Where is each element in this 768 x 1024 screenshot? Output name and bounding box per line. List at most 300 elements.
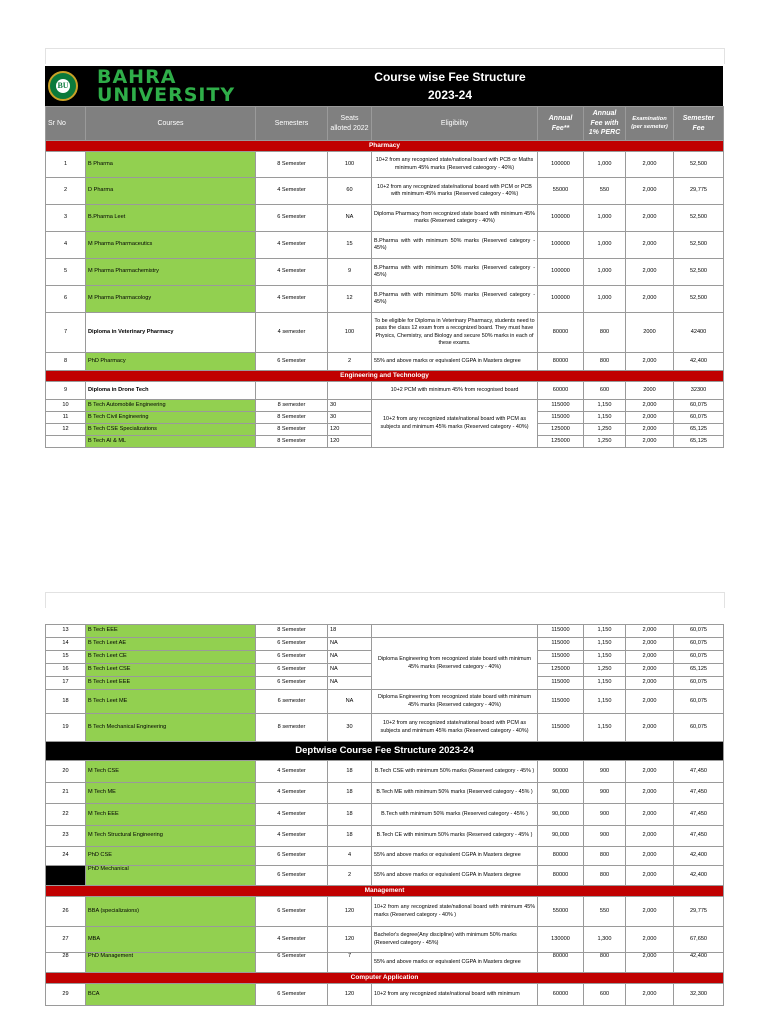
table-row: [46, 826, 724, 847]
exam-fee: 2,000: [626, 424, 674, 436]
course-name: M Tech CSE: [86, 761, 256, 783]
course-name: M Tech ME: [86, 783, 256, 804]
semester-fee: 60,075: [674, 412, 724, 424]
table-row: [46, 714, 724, 742]
course-name: B Tech EEE: [86, 625, 256, 638]
semester-fee: 60,075: [674, 714, 724, 742]
semester-fee: 65,125: [674, 424, 724, 436]
annual-fee: 115000: [538, 714, 584, 742]
title-text: Course wise Fee Structure: [374, 70, 526, 84]
seats: NA: [328, 690, 372, 714]
annual-fee-perc: 900: [584, 826, 626, 847]
deptwise-heading-row: [46, 742, 724, 761]
eligibility: To be eligible for Diploma in Veterinary Pharmacy, students need to pass the class 12 exam from a recognized board. They must have Physics, Chemistry, and Biology and secure 50% marks in each of these exams.: [372, 313, 538, 353]
semesters: 8 Semester: [256, 152, 328, 178]
semester-fee: 47,450: [674, 783, 724, 804]
sr-no: 6: [46, 286, 86, 313]
exam-fee: 2,000: [626, 651, 674, 664]
seats: NA: [328, 205, 372, 232]
semester-fee: 65,125: [674, 664, 724, 677]
seats: 100: [328, 313, 372, 353]
annual-fee-perc: 1,000: [584, 259, 626, 286]
annual-fee: 80000: [538, 847, 584, 866]
semesters: 8 Semester: [256, 436, 328, 448]
semester-fee: 60,075: [674, 677, 724, 690]
semester-fee: 47,450: [674, 761, 724, 783]
exam-fee: 2,000: [626, 232, 674, 259]
semesters: 6 Semester: [256, 866, 328, 886]
semester-fee: 47,450: [674, 804, 724, 826]
header-banner: [45, 66, 723, 106]
eligibility: 10+2 PCM with minimum 45% from recognised board: [372, 382, 538, 400]
sr-no: 5: [46, 259, 86, 286]
table-row: [46, 259, 724, 286]
annual-fee-perc: 800: [584, 353, 626, 371]
annual-fee: 90,000: [538, 826, 584, 847]
exam-fee: 2,000: [626, 353, 674, 371]
eligibility-blank: [372, 625, 538, 638]
seats: 30: [328, 412, 372, 424]
semester-fee: 29,775: [674, 897, 724, 927]
course-name: PhD Pharmacy: [86, 353, 256, 371]
exam-fee: 2,000: [626, 847, 674, 866]
annual-fee-perc: 800: [584, 847, 626, 866]
course-name: BBA (specializaions): [86, 897, 256, 927]
semester-fee: 67,650: [674, 927, 724, 953]
annual-fee-perc: 1,000: [584, 286, 626, 313]
semesters: 4 semester: [256, 313, 328, 353]
semesters: 4 Semester: [256, 927, 328, 953]
semesters: 8 semester: [256, 400, 328, 412]
seats: 15: [328, 232, 372, 259]
sr-no: 3: [46, 205, 86, 232]
seats: 2: [328, 866, 372, 886]
annual-fee: 90000: [538, 761, 584, 783]
eligibility: B.Pharma with with minimum 50% marks (Reserved category - 45%): [372, 286, 538, 313]
semesters: 8 Semester: [256, 625, 328, 638]
table-row: [46, 897, 724, 927]
university-logo: [48, 71, 78, 101]
exam-fee: 2,000: [626, 866, 674, 886]
exam-fee: 2000: [626, 382, 674, 400]
annual-fee-perc: 600: [584, 984, 626, 1006]
document-title: [345, 68, 555, 104]
university-name-line1: BAHRA: [97, 66, 177, 88]
exam-fee: 2,000: [626, 826, 674, 847]
section-row-engineering: [46, 371, 724, 382]
seats: 30: [328, 714, 372, 742]
seats: [328, 382, 372, 400]
column-header-row: [46, 107, 724, 141]
annual-fee-perc: 1,250: [584, 424, 626, 436]
annual-fee: 115000: [538, 638, 584, 651]
university-name: [97, 68, 235, 104]
col-header-semesters: Semesters: [256, 107, 328, 141]
table-row: [46, 178, 724, 205]
eligibility: 10+2 from any recognized state/national board with PCM as subjects and minimum 45% marks (Reserved category - 40%): [372, 714, 538, 742]
semester-fee: 32,300: [674, 984, 724, 1006]
section-title-computer-application: Computer Application: [46, 973, 724, 984]
section-title-pharmacy: Pharmacy: [46, 141, 724, 152]
exam-fee: 2,000: [626, 259, 674, 286]
section-row-pharmacy: [46, 141, 724, 152]
table-row: [46, 152, 724, 178]
section-row-management: [46, 886, 724, 897]
course-name: B Tech AI & ML: [86, 436, 256, 448]
course-name: D Pharma: [86, 178, 256, 205]
seats: NA: [328, 677, 372, 690]
annual-fee: 100000: [538, 205, 584, 232]
exam-fee: 2,000: [626, 690, 674, 714]
annual-fee: 130000: [538, 927, 584, 953]
annual-fee-perc: 1,150: [584, 677, 626, 690]
seats: 120: [328, 927, 372, 953]
section-row-computer-application: [46, 973, 724, 984]
sr-no: 7: [46, 313, 86, 353]
semester-fee: 32300: [674, 382, 724, 400]
annual-fee-perc: 1,000: [584, 205, 626, 232]
seats: 120: [328, 897, 372, 927]
semester-fee: 60,075: [674, 400, 724, 412]
annual-fee: 115000: [538, 690, 584, 714]
sr-no: 9: [46, 382, 86, 400]
course-name: M Tech EEE: [86, 804, 256, 826]
semester-fee: 47,450: [674, 826, 724, 847]
semester-fee: 60,075: [674, 638, 724, 651]
annual-fee-perc: 1,250: [584, 664, 626, 677]
annual-fee-perc: 550: [584, 178, 626, 205]
seats: 18: [328, 761, 372, 783]
semesters: [256, 382, 328, 400]
eligibility: 10+2 from any recognized state/national board with minimum: [372, 984, 538, 1006]
university-name-line2: UNIVERSITY: [97, 84, 236, 106]
exam-fee: 2,000: [626, 714, 674, 742]
sr-no: 23: [46, 826, 86, 847]
col-header-seats: Seats alloted 2022: [328, 107, 372, 141]
exam-fee: 2,000: [626, 436, 674, 448]
table-row: [46, 232, 724, 259]
semesters: 4 Semester: [256, 761, 328, 783]
course-name: Diploma in Drone Tech: [86, 382, 256, 400]
exam-fee: 2,000: [626, 897, 674, 927]
sr-no: 27: [46, 927, 86, 953]
table-row: [46, 847, 724, 866]
course-name: B Tech CSE Specializations: [86, 424, 256, 436]
sr-no: 20: [46, 761, 86, 783]
seats: NA: [328, 638, 372, 651]
semesters: 6 Semester: [256, 847, 328, 866]
semesters: 6 Semester: [256, 205, 328, 232]
semesters: 8 semester: [256, 714, 328, 742]
table-row: [46, 382, 724, 400]
exam-fee: 2,000: [626, 638, 674, 651]
table-row: [46, 984, 724, 1006]
annual-fee: 115000: [538, 677, 584, 690]
annual-fee: 90,000: [538, 783, 584, 804]
page-1: [45, 66, 723, 448]
annual-fee: 80000: [538, 353, 584, 371]
sr-no: 22: [46, 804, 86, 826]
col-header-annual-fee: Annual Fee**: [538, 107, 584, 141]
sr-no: 17: [46, 677, 86, 690]
annual-fee: 125000: [538, 436, 584, 448]
annual-fee: 115000: [538, 400, 584, 412]
semesters: 6 Semester: [256, 677, 328, 690]
annual-fee: 115000: [538, 651, 584, 664]
semesters: 8 Semester: [256, 424, 328, 436]
annual-fee: 100000: [538, 286, 584, 313]
eligibility: B.Pharma with with minimum 50% marks (Reserved category - 45%): [372, 232, 538, 259]
course-name: B Tech Leet AE: [86, 638, 256, 651]
eligibility: Bachelor's degree(Any discipline) with minimum 50% marks (Reserved category - 45%): [372, 927, 538, 953]
exam-fee: 2,000: [626, 804, 674, 826]
course-name: M Tech Structural Engineering: [86, 826, 256, 847]
seats: 18: [328, 625, 372, 638]
sr-no: 8: [46, 353, 86, 371]
eligibility: B.Tech CE with minimum 50% marks (Reserved category - 45% ): [372, 826, 538, 847]
annual-fee-perc: 1,150: [584, 714, 626, 742]
annual-fee-perc: 1,000: [584, 152, 626, 178]
exam-fee: 2,000: [626, 205, 674, 232]
semester-fee: 60,075: [674, 690, 724, 714]
annual-fee-perc: 900: [584, 804, 626, 826]
course-name: PhD Management: [86, 953, 256, 973]
exam-fee: 2,000: [626, 625, 674, 638]
exam-fee: 2,000: [626, 984, 674, 1006]
eligibility: 55% and above marks or equivalent CGPA in Masters degree: [372, 953, 538, 973]
sr-no: 4: [46, 232, 86, 259]
semester-fee: 42,400: [674, 847, 724, 866]
sr-no: 29: [46, 984, 86, 1006]
course-name: M Pharma Pharmaceutics: [86, 232, 256, 259]
exam-fee: 2,000: [626, 677, 674, 690]
sr-no: 12: [46, 424, 86, 436]
table-row: [46, 690, 724, 714]
course-name: B Pharma: [86, 152, 256, 178]
semester-fee: 60,075: [674, 651, 724, 664]
seats: 9: [328, 259, 372, 286]
sr-no: 11: [46, 412, 86, 424]
sr-no: [46, 866, 86, 886]
sr-no: 28: [46, 953, 86, 973]
exam-fee: 2,000: [626, 953, 674, 973]
semester-fee: 52,500: [674, 205, 724, 232]
semester-fee: 42,400: [674, 353, 724, 371]
exam-fee: 2,000: [626, 286, 674, 313]
annual-fee: 55000: [538, 897, 584, 927]
exam-fee: 2,000: [626, 152, 674, 178]
course-name: PhD Mechanical: [86, 866, 256, 886]
sr-no: 24: [46, 847, 86, 866]
annual-fee-perc: 1,150: [584, 625, 626, 638]
semesters: 6 Semester: [256, 953, 328, 973]
sr-no: 18: [46, 690, 86, 714]
table-row: [46, 783, 724, 804]
exam-fee: 2,000: [626, 400, 674, 412]
annual-fee-perc: 900: [584, 761, 626, 783]
semesters: 4 Semester: [256, 259, 328, 286]
table-row: [46, 205, 724, 232]
eligibility: B.Tech ME with minimum 50% marks (Reserved category - 45% ): [372, 783, 538, 804]
seats: 120: [328, 436, 372, 448]
table-row: [46, 761, 724, 783]
seats: 120: [328, 984, 372, 1006]
semester-fee: 52,500: [674, 286, 724, 313]
annual-fee-perc: 800: [584, 953, 626, 973]
semesters: 6 Semester: [256, 984, 328, 1006]
seats: 4: [328, 847, 372, 866]
annual-fee: 80000: [538, 866, 584, 886]
fee-table-page-1: [45, 106, 724, 448]
course-name: PhD CSE: [86, 847, 256, 866]
eligibility: B.Tech CSE with minimum 50% marks (Reserved category - 45% ): [372, 761, 538, 783]
eligibility: 55% and above marks or equivalent CGPA in Masters degree: [372, 847, 538, 866]
eligibility: 10+2 from any recognized state/national board with minimum 45% marks (Reserved category - 40% ): [372, 897, 538, 927]
annual-fee: 100000: [538, 152, 584, 178]
semesters: 4 Semester: [256, 286, 328, 313]
annual-fee: 125000: [538, 664, 584, 677]
sr-no: 1: [46, 152, 86, 178]
annual-fee-perc: 800: [584, 866, 626, 886]
course-name: B Tech Automobile Engineering: [86, 400, 256, 412]
seats: 18: [328, 783, 372, 804]
annual-fee-perc: 600: [584, 382, 626, 400]
sr-no: 15: [46, 651, 86, 664]
eligibility: 10+2 from any recognized state/national board with PCM or PCB with minimum 45% marks (Reserved category - 40%): [372, 178, 538, 205]
exam-fee: 2,000: [626, 761, 674, 783]
course-name: M Pharma Pharmachemistry: [86, 259, 256, 286]
semesters: 6 Semester: [256, 638, 328, 651]
sr-no: 10: [46, 400, 86, 412]
col-header-annual-fee-perc: Annual Fee with 1% PERC: [584, 107, 626, 141]
course-name: B.Pharma Leet: [86, 205, 256, 232]
annual-fee: 115000: [538, 412, 584, 424]
page-2: [45, 624, 723, 1006]
annual-fee-perc: 1,150: [584, 400, 626, 412]
eligibility: 55% and above marks or equivalent CGPA in Masters degree: [372, 866, 538, 886]
annual-fee-perc: 550: [584, 897, 626, 927]
eligibility: B.Pharma with with minimum 50% marks (Reserved category - 45%): [372, 259, 538, 286]
title-year: 2023-24: [427, 88, 473, 102]
sr-no: 16: [46, 664, 86, 677]
seats: 2: [328, 353, 372, 371]
semesters: 4 Semester: [256, 232, 328, 259]
page-2-top-margin: [45, 592, 725, 608]
section-title-management: Management: [46, 886, 724, 897]
eligibility: 10+2 from any recognized state/national board with PCM as subjects and minimum 45% marks (Reserved category - 40%): [372, 400, 538, 448]
seats: 18: [328, 826, 372, 847]
semesters: 6 Semester: [256, 664, 328, 677]
exam-fee: 2000: [626, 313, 674, 353]
table-row: [46, 804, 724, 826]
exam-fee: 2,000: [626, 783, 674, 804]
semester-fee: 52,500: [674, 259, 724, 286]
course-name: B Tech Leet EEE: [86, 677, 256, 690]
annual-fee: 60000: [538, 984, 584, 1006]
semester-fee: 52,500: [674, 152, 724, 178]
course-name: B Tech Mechanical Engineering: [86, 714, 256, 742]
annual-fee-perc: 1,000: [584, 232, 626, 259]
annual-fee-perc: 1,150: [584, 638, 626, 651]
seats: 120: [328, 424, 372, 436]
seats: 18: [328, 804, 372, 826]
semesters: 8 Semester: [256, 412, 328, 424]
seats: 60: [328, 178, 372, 205]
annual-fee: 100000: [538, 259, 584, 286]
seats: NA: [328, 664, 372, 677]
sr-no: 19: [46, 714, 86, 742]
exam-fee: 2,000: [626, 178, 674, 205]
logo-letters: BU: [56, 79, 70, 93]
course-name: MBA: [86, 927, 256, 953]
exam-fee: 2,000: [626, 927, 674, 953]
annual-fee: 115000: [538, 625, 584, 638]
semester-fee: 42,400: [674, 953, 724, 973]
course-name: B Tech Civil Engineering: [86, 412, 256, 424]
semesters: 6 Semester: [256, 651, 328, 664]
table-row: [46, 313, 724, 353]
semesters: 6 semester: [256, 690, 328, 714]
annual-fee: 90,000: [538, 804, 584, 826]
annual-fee-perc: 1,300: [584, 927, 626, 953]
sr-no: [46, 436, 86, 448]
semesters: 4 Semester: [256, 178, 328, 205]
sr-no: 14: [46, 638, 86, 651]
col-header-sr-no: Sr No: [46, 107, 86, 141]
annual-fee: 80000: [538, 953, 584, 973]
annual-fee: 55000: [538, 178, 584, 205]
exam-fee: 2,000: [626, 412, 674, 424]
semesters: 4 Semester: [256, 783, 328, 804]
course-name: B Tech Leet CE: [86, 651, 256, 664]
annual-fee-perc: 800: [584, 313, 626, 353]
annual-fee: 125000: [538, 424, 584, 436]
semesters: 4 Semester: [256, 804, 328, 826]
course-name: B Tech Leet ME: [86, 690, 256, 714]
annual-fee: 60000: [538, 382, 584, 400]
seats: 7: [328, 953, 372, 973]
course-name: B Tech Leet CSE: [86, 664, 256, 677]
section-title-engineering: Engineering and Technology: [46, 371, 724, 382]
page-1-top-margin: [45, 48, 725, 64]
eligibility: Diploma Engineering from recognized state board with minimum 45% marks (Reserved category - 40%): [372, 638, 538, 690]
table-row: [46, 286, 724, 313]
eligibility: 10+2 from any recognized state/national board with PCB or Maths minimum 45% marks (Reserved cateogory - 40%): [372, 152, 538, 178]
course-name: M Pharma Pharmacology: [86, 286, 256, 313]
semester-fee: 60,075: [674, 625, 724, 638]
table-row: [46, 638, 724, 651]
seats: 12: [328, 286, 372, 313]
semesters: 6 Semester: [256, 897, 328, 927]
semester-fee: 65,125: [674, 436, 724, 448]
col-header-eligibility: Eligibility: [372, 107, 538, 141]
deptwise-heading: Deptwise Course Fee Structure 2023-24: [46, 742, 724, 761]
exam-fee: 2,000: [626, 664, 674, 677]
eligibility: 55% and above marks or equivalent CGPA in Masters degree: [372, 353, 538, 371]
semester-fee: 52,500: [674, 232, 724, 259]
eligibility: B.Tech with minimum 50% marks (Reserved category - 45% ): [372, 804, 538, 826]
table-row: [46, 353, 724, 371]
semesters: 4 Semester: [256, 826, 328, 847]
table-row: [46, 866, 724, 886]
sr-no: 21: [46, 783, 86, 804]
sr-no: 13: [46, 625, 86, 638]
sr-no: 26: [46, 897, 86, 927]
eligibility: Diploma Engineering from recognized state board with minimum 45% marks (Reserved category - 40%): [372, 690, 538, 714]
table-row: [46, 400, 724, 412]
semester-fee: 42,400: [674, 866, 724, 886]
col-header-semester-fee: Semester Fee: [674, 107, 724, 141]
